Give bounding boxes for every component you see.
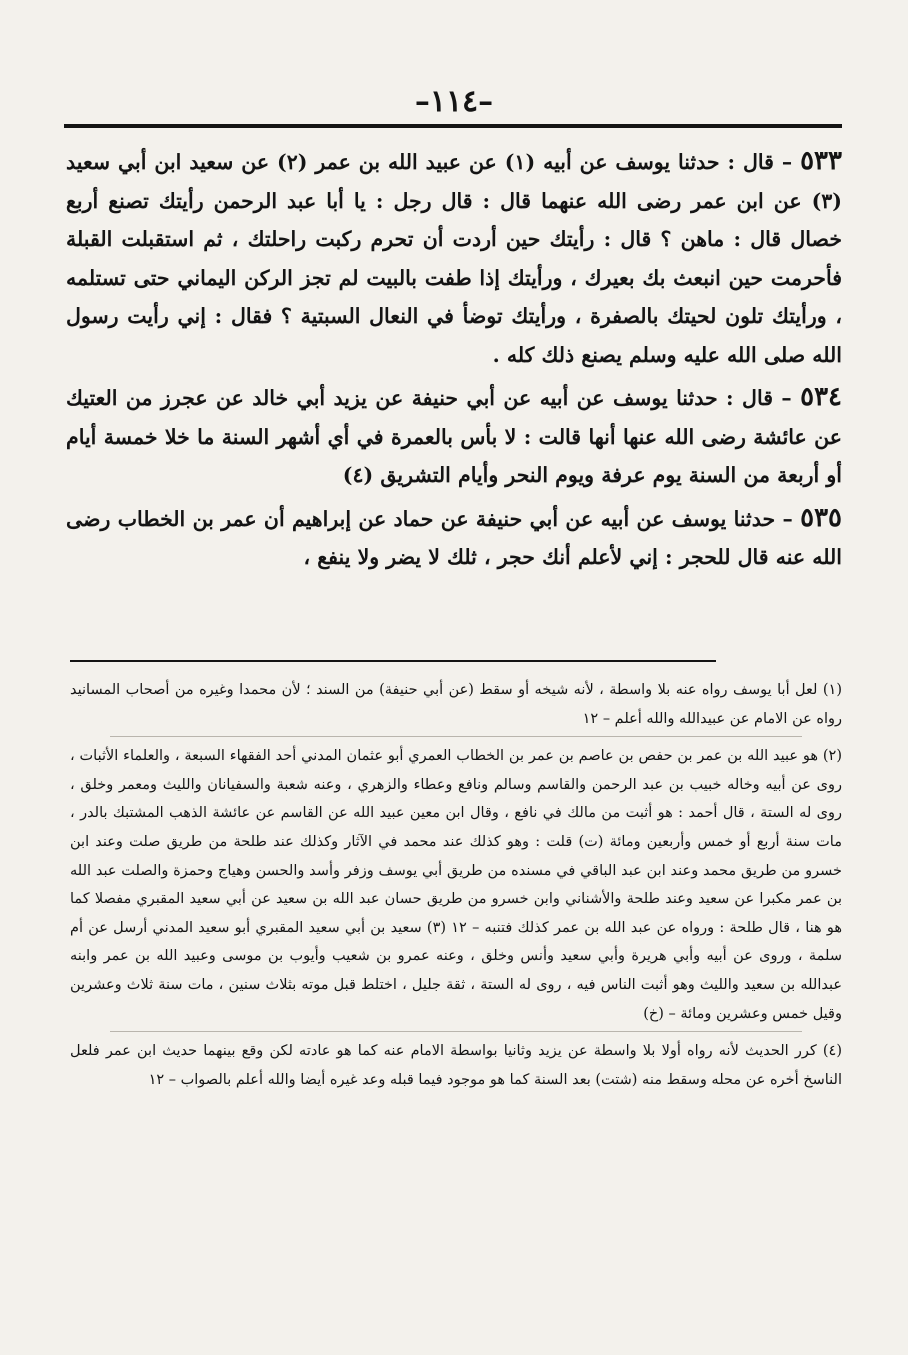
hadith-text: – حدثنا يوسف عن أبيه عن أبي حنيفة عن حماد عن إبراهيم أن عمر بن الخطاب رضى الله عنه قال للحجر : إني لأعلم أنك حجر ، ثلك لا يضر ولا ينفع ، — [66, 506, 842, 569]
hadith-text: – قال : حدثنا يوسف عن أبيه عن أبي حنيفة عن يزيد أبي خالد عن عجرز من العتيك عن عائشة رضى الله عنها أنها قالت : لا بأس بالعمرة في أي أشهر السنة ما خلا خمسة أيام أو أربعة من السنة يوم عرفة ويوم النحر وأيام التشريق (٤) — [66, 386, 842, 487]
hadith-533 — [66, 142, 842, 374]
hadith-text: – قال : حدثنا يوسف عن أبيه (١) عن عبيد الله بن عمر (٢) عن سعيد ابن أبي سعيد (٣) عن ابن عمر رضى الله عنهما قال : قال رجل : يا أبا عبد الرحمن رأيتك تصنع أربع خصال قال : ماهن ؟ قال : رأيتك حين أردت أن تحرم ركبت راحلتك ، ثم استقبلت القبلة فأحرمت حين انبعث بك بعيرك ، ورأيتك إذا طفت بالبيت لم تجز الركن اليماني حتى تستلمه ، ورأيتك تلون لحيتك بالصفرة ، ورأيتك توضأ في النعال السبتية ؟ فقال : إني رأيت رسول الله صلى الله عليه وسلم يصنع ذلك كله . — [66, 150, 842, 367]
footnote-4: (٤) كرر الحديث لأنه رواه أولا بلا واسطة عن يزيد وثانيا بواسطة الامام عنه كما هو عادته لكن وقع بينهما حديث ابن عمر فلعل الناسخ أخره عن محله وسقط منه (شتت) بعد السنة كما هو موجود فيما قبله وعد غيره أيضا والله أعلم بالصواب – ١٢ — [70, 1043, 842, 1088]
footnote-2-3: (٢) هو عبيد الله بن عمر بن حفص بن عاصم بن عمر بن الخطاب العمري أبو عثمان المدني أحد الفقهاء السبعة ، والعلماء الأثبات ، روى عن أبيه وخاله خبيب بن عبد الرحمن والقاسم وسالم ونافع وعطاء والزهري ، وعنه شعبة والسفيانان والليث ومعمر وخلق ، روى له الستة ، قال أحمد : هو أثبت من مالك في نافع ، وقال ابن معين عبيد الله عن القاسم عن عائشة الذهب المشتبك بالدر ، مات سنة أربع أو خمس وأربعين ومائة (ت) قلت : وهو كذلك عند محمد في الآثار وكذلك عند طلحة من طريق صلت وعند ابن خسرو من طريق محمد وعند ابن عبد الباقي في مسنده من طريق أبي يوسف وزفر وأسد والحسن وهياج وحمزة والصلت عبد الله بن عمر مكبرا عن سعيد وعند طلحة والأشناني وابن خسرو من طريق حسان عبد الله بن سعيد عن أبي سعيد المقبري مفصلا كما هو هنا ، قال طلحة : ورواه عن عبد الله بن عمر كذلك فتنبه – ١٢ (٣) سعيد بن أبي سعيد المقبري أبو سعيد المدني أرسل عن أم سلمة ، وروى عن أبيه وأبي هريرة وأبي سعيد وأنس وخلق ، وعنه عمرو بن شعيب وأيوب بن موسى وعبيد الله بن عمر وابنه عبدالله بن سعيد والليث وهو أثبت الناس فيه ، روى له الستة ، ثقة جليل ، اختلط قبل موته بثلاث سنين ، مات سنة ثلاث وعشرين وقيل خمس وعشرين ومائة – (خ) — [70, 748, 842, 1022]
footnote-1: (١) لعل أبا يوسف رواه عنه بلا واسطة ، لأنه شيخه أو سقط (عن أبي حنيفة) من السند ؛ لأن محمدا وغيره من أصحاب المسانيد رواه عن الامام عن عبيدالله والله أعلم – ١٢ — [70, 682, 842, 727]
footnote-divider — [110, 736, 802, 737]
hadith-number: ٥٣٤ — [800, 382, 843, 412]
page-number: –١١٤– — [414, 84, 494, 119]
hadith-number: ٥٣٥ — [800, 502, 843, 533]
hadith-body — [66, 142, 842, 581]
hadith-534 — [66, 378, 842, 495]
hadith-535 — [66, 499, 842, 577]
footnotes — [70, 676, 842, 1097]
header-rule — [64, 124, 842, 128]
hadith-number: ٥٣٣ — [800, 146, 842, 176]
footnote-rule — [70, 660, 716, 662]
footnote-divider — [110, 1031, 802, 1032]
